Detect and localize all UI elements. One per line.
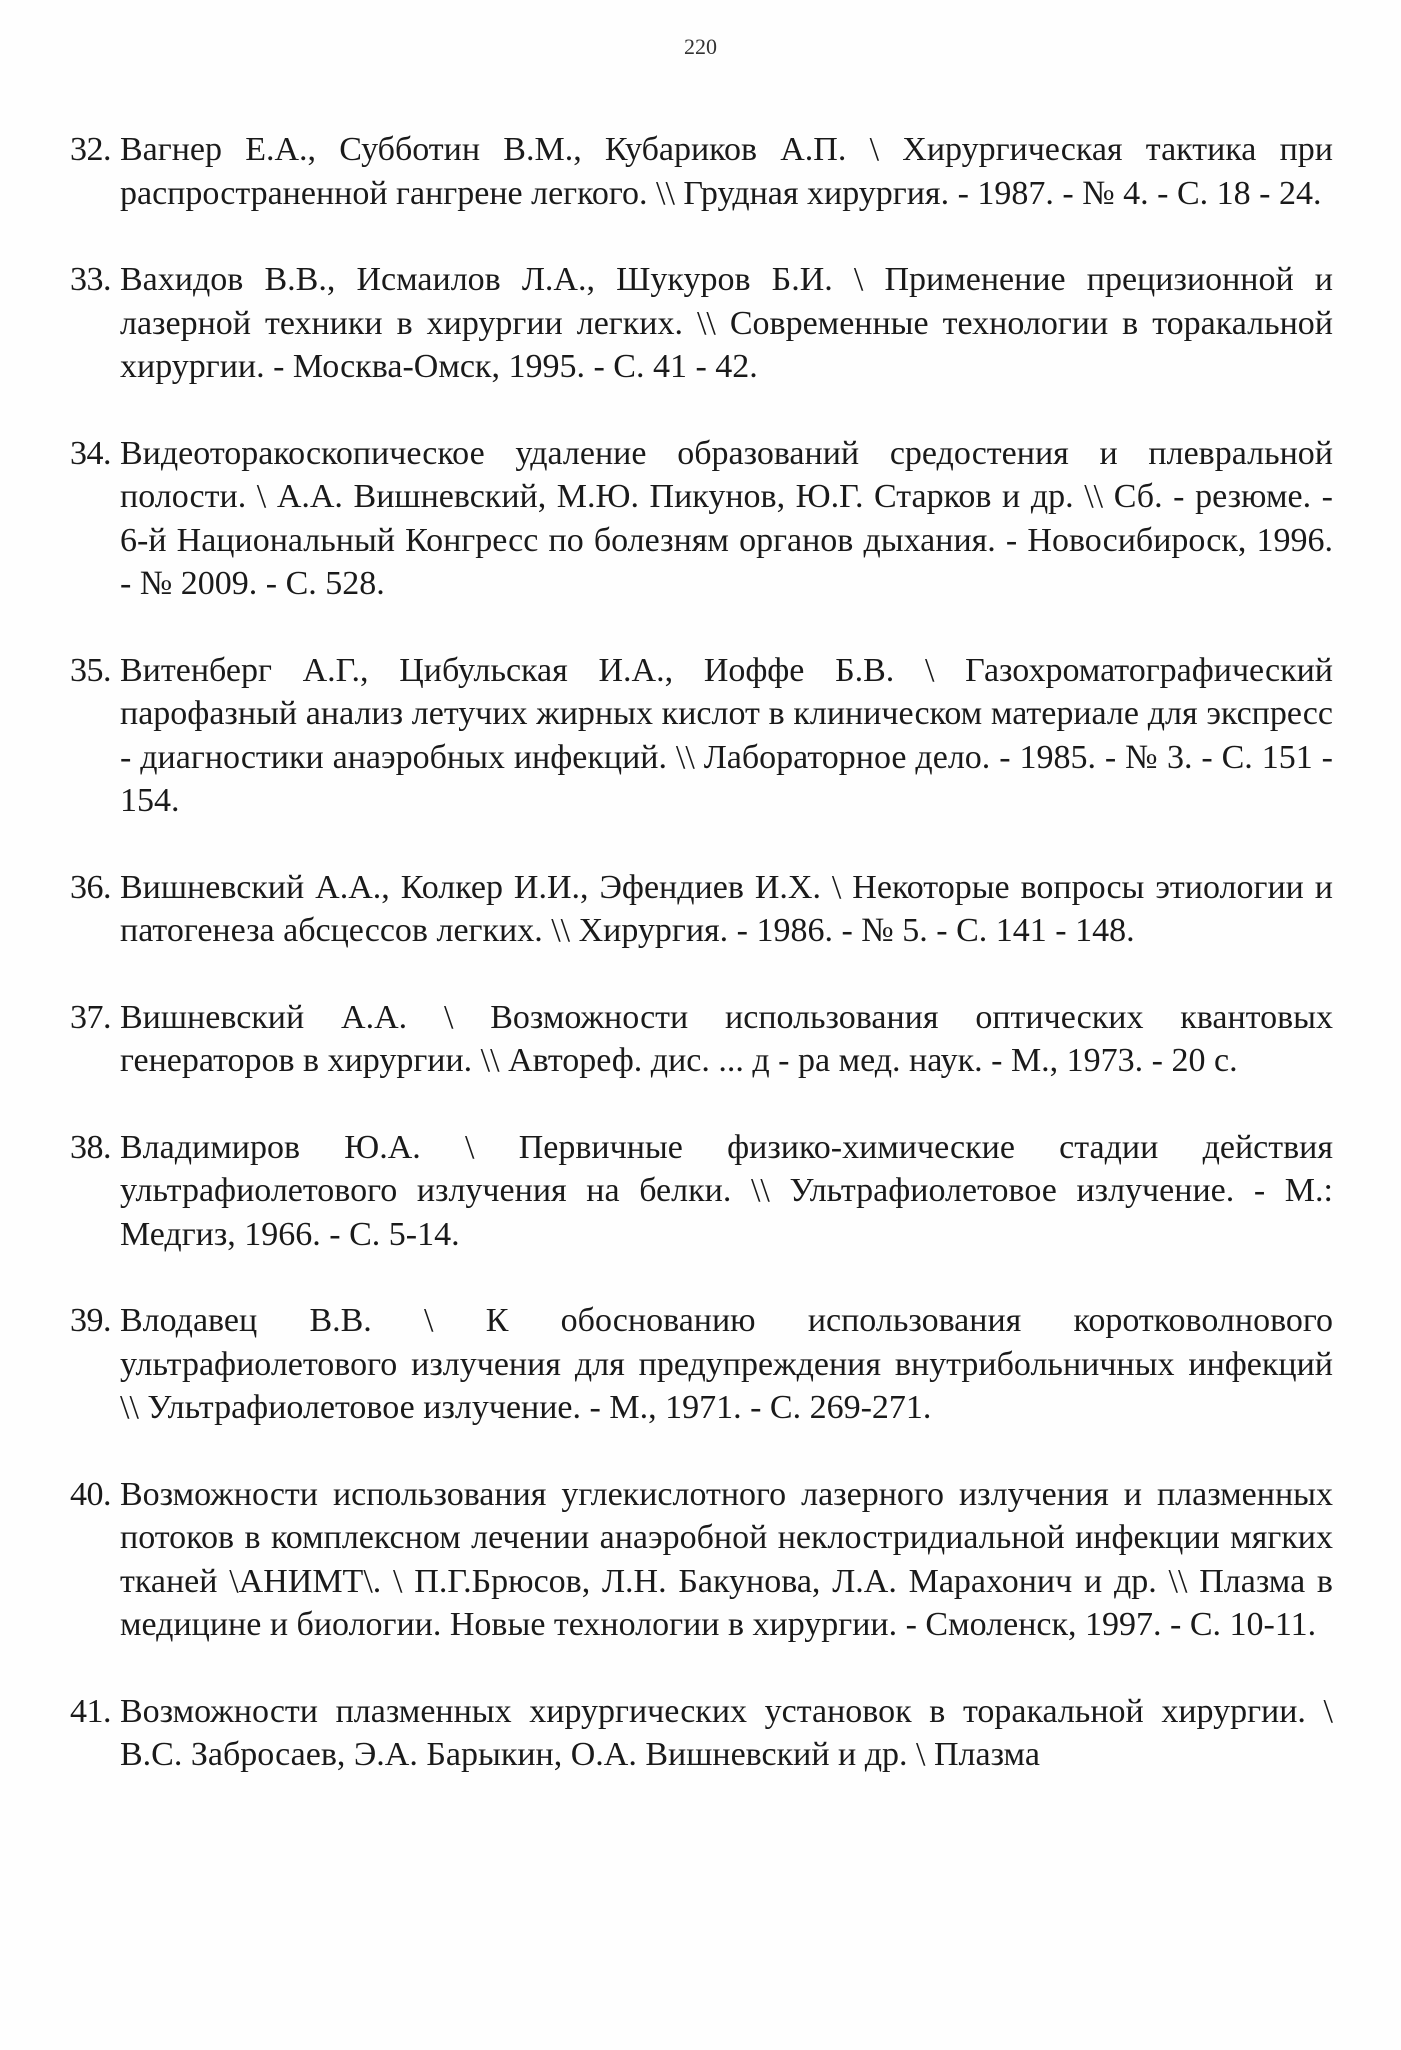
reference-item [70, 432, 1333, 606]
reference-item [70, 1690, 1333, 1777]
reference-item [70, 128, 1333, 215]
reference-item [70, 1299, 1333, 1430]
reference-text: Вагнер Е.А., Субботин В.М., Кубариков А.П. \ Хирургическая тактика при распространенной гангрене легкого. \\ Грудная хирургия. - 1987. - № 4. - С. 18 - 24. [120, 131, 1333, 212]
reference-item [70, 866, 1333, 953]
reference-text: Видеоторакоскопическое удаление образований средостения и плевральной полости. \ А.А. Вишневский, М.Ю. Пикунов, Ю.Г. Старков и др. \\ Сб. - резюме. - 6-й Национальный Конгресс по болезням органов дыхания. - Новосибироск, 1996. - № 2009. - С. 528. [120, 434, 1333, 602]
reference-item [70, 258, 1333, 389]
reference-text: Возможности использования углекислотного лазерного излучения и плазменных потоков в комплексном лечении анаэробной неклостридиальной инфекции мягких тканей \АНИМТ\. \ П.Г.Брюсов, Л.Н. Бакунова, Л.А. Марахонич и др. \\ Плазма в медицине и биологии. Новые технологии в хирургии. - Смоленск, 1997. - С. 10-11. [120, 1475, 1333, 1643]
reference-number: 40. [70, 1475, 111, 1513]
reference-number: 32. [70, 131, 111, 168]
reference-item [70, 649, 1333, 823]
reference-number: 41. [70, 1692, 111, 1730]
reference-number: 34. [70, 434, 111, 472]
reference-number: 36. [70, 868, 111, 906]
reference-number: 37. [70, 998, 111, 1036]
reference-list [70, 128, 1333, 1820]
reference-text: Витенберг А.Г., Цибульская И.А., Иоффе Б.В. \ Газохроматографический парофазный анализ летучих жирных кислот в клиническом материале для экспресс - диагностики анаэробных инфекций. \\ Лабораторное дело. - 1985. - № 3. - С. 151 - 154. [120, 651, 1333, 819]
reference-text: Вишневский А.А., Колкер И.И., Эфендиев И.Х. \ Некоторые вопросы этиологии и патогенеза абсцессов легких. \\ Хирургия. - 1986. - № 5. - С. 141 - 148. [120, 868, 1333, 949]
reference-text: Владимиров Ю.А. \ Первичные физико-химические стадии действия ультрафиолетового излучения на белки. \\ Ультрафиолетовое излучение. - М.: Медгиз, 1966. - С. 5-14. [120, 1128, 1333, 1253]
reference-text: Возможности плазменных хирургических установок в торакальной хирургии. \ В.С. Забросаев, Э.А. Барыкин, О.А. Вишневский и др. \ Плазма [120, 1692, 1333, 1773]
page-number: 220 [684, 34, 717, 59]
reference-number: 39. [70, 1302, 111, 1339]
reference-number: 38. [70, 1128, 111, 1166]
reference-number: 35. [70, 651, 111, 689]
reference-item [70, 1473, 1333, 1647]
reference-item [70, 1126, 1333, 1257]
reference-text: Вишневский А.А. \ Возможности использования оптических квантовых генераторов в хирургии. \\ Автореф. дис. ... д - ра мед. наук. - М., 1973. - 20 с. [120, 998, 1333, 1079]
reference-text: Влодавец В.В. \ К обоснованию использования коротковолнового ультрафиолетового излучения для предупреждения внутрибольничных инфекций \\ Ультрафиолетовое излучение. - М., 1971. - С. 269-271. [120, 1302, 1333, 1426]
reference-number: 33. [70, 261, 111, 298]
reference-text: Вахидов В.В., Исмаилов Л.А., Шукуров Б.И. \ Применение прецизионной и лазерной техники в хирургии легких. \\ Современные технологии в торакальной хирургии. - Москва-Омск, 1995. - С. 41 - 42. [120, 261, 1333, 385]
reference-item [70, 996, 1333, 1083]
